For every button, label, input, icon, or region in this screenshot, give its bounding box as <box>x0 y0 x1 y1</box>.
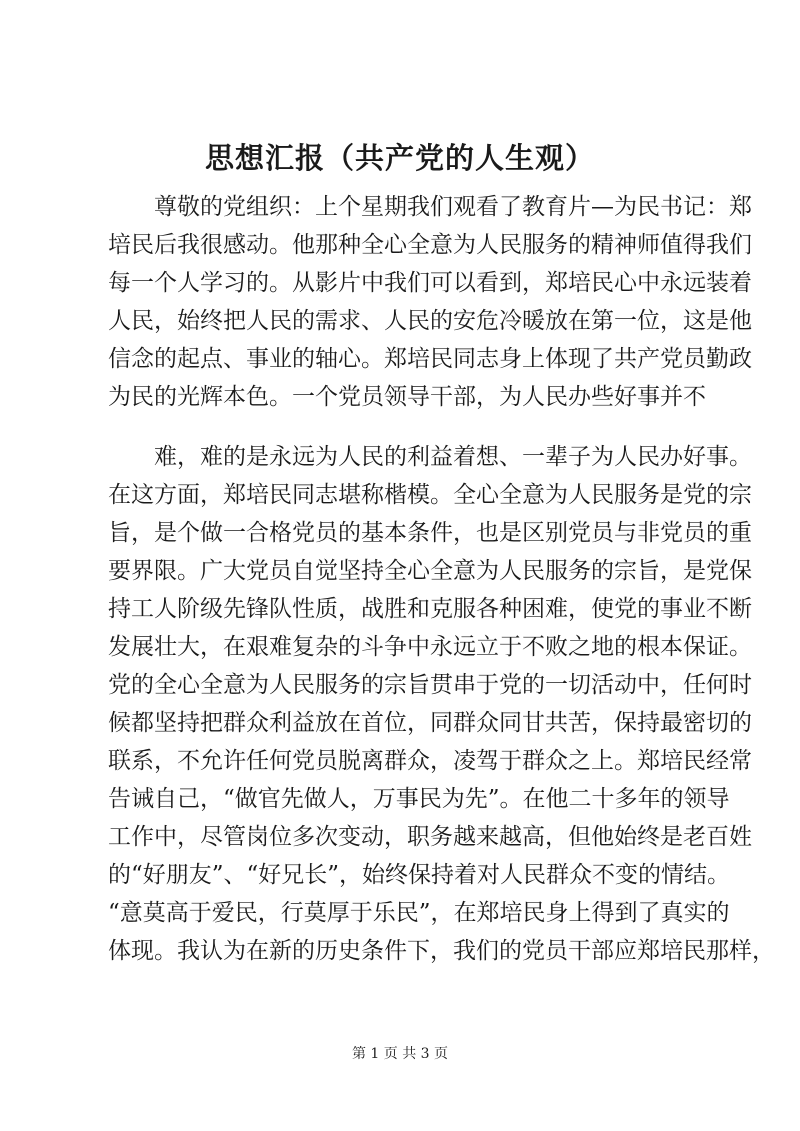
paragraph-1-line-4: 人民，始终把人民的需求、人民的安危冷暖放在第一位，这是他 <box>108 308 752 334</box>
paragraph-1-line-1: 尊敬的党组织：上个星期我们观看了教育片—为民书记：郑 <box>154 194 752 220</box>
paragraph-2-line-3: 旨，是个做一合格党员的基本条件，也是区别党员与非党员的重 <box>108 520 752 546</box>
paragraph-2-line-5: 持工人阶级先锋队性质，战胜和克服各种困难，使党的事业不断 <box>108 596 752 622</box>
paragraph-2-line-11: 工作中，尽管岗位多次变动，职务越来越高，但他始终是老百姓 <box>108 824 752 850</box>
page-footer: 第 1 页 共 3 页 <box>351 1046 449 1062</box>
paragraph-1-line-5: 信念的起点、事业的轴心。郑培民同志身上体现了共产党员勤政 <box>108 346 752 372</box>
paragraph-2-line-2: 在这方面，郑培民同志堪称楷模。全心全意为人民服务是党的宗 <box>108 482 752 508</box>
paragraph-1-line-3: 每一个人学习的。从影片中我们可以看到，郑培民心中永远装着 <box>108 270 752 296</box>
document-body <box>108 188 775 970</box>
paragraph-2-line-14: 体现。我认为在新的历史条件下，我们的党员干部应郑培民那样， <box>108 938 775 964</box>
paragraph-2-line-9: 联系，不允许任何党员脱离群众，凌驾于群众之上。郑培民经常 <box>108 748 752 774</box>
paragraph-1-line-2: 培民后我很感动。他那种全心全意为人民服务的精神师值得我们 <box>108 232 752 258</box>
paragraph-2-line-10: 告诫自己，“做官先做人，万事民为先”。在他二十多年的领导 <box>108 786 730 812</box>
paragraph-2-line-8: 候都坚持把群众利益放在首位，同群众同甘共苦，保持最密切的 <box>108 710 752 736</box>
document-title: 思想汇报（共产党的人生观） <box>204 141 595 175</box>
paragraph-1-line-6: 为民的光辉本色。一个党员领导干部，为人民办些好事并不 <box>108 384 706 410</box>
paragraph-2-line-4: 要界限。广大党员自觉坚持全心全意为人民服务的宗旨，是党保 <box>108 558 752 584</box>
paragraph-2-line-12: 的“好朋友”、“好兄长”，始终保持着对人民群众不变的情结。 <box>108 862 731 888</box>
paragraph-2-line-6: 发展壮大，在艰难复杂的斗争中永远立于不败之地的根本保证。 <box>108 634 752 660</box>
paragraph-2-line-1: 难，难的是永远为人民的利益着想、一辈子为人民办好事。 <box>154 444 752 470</box>
paragraph-2-line-7: 党的全心全意为人民服务的宗旨贯串于党的一切活动中，任何时 <box>108 672 752 698</box>
paragraph-2-line-13: “意莫高于爱民，行莫厚于乐民”，在郑培民身上得到了真实的 <box>108 900 730 926</box>
